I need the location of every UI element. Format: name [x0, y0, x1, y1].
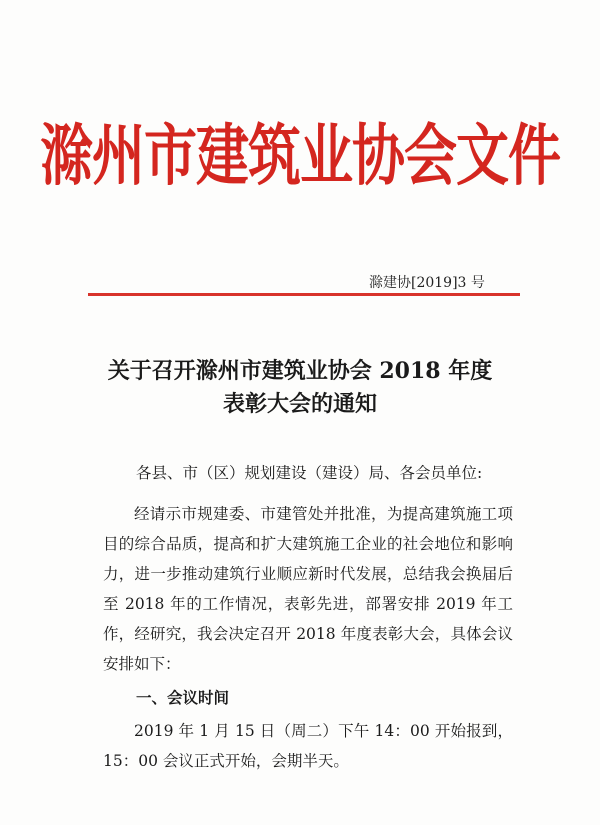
notice-title-line-2: 表彰大会的通知	[222, 391, 377, 417]
document-number: 滁建协[2019]3 号	[369, 275, 485, 291]
meeting-time-paragraph: 2019 年 1 月 15 日（周二）下午 14：00 开始报到，15：00 会议正式开始，会期半天。	[103, 722, 513, 770]
document-masthead: 滁州市建筑业协会文件	[40, 117, 560, 195]
section-heading-meeting-time: 一、会议时间	[136, 688, 230, 707]
body-paragraph: 经请示市规建委、市建管处并批准，为提高建筑施工项目的综合品质，提高和扩大建筑施工企业的社会地位和影响力，进一步推动建筑行业顺应新时代发展，总结我会换届后至 2018 年的工作情况，表彰先进，部署安排 2019 年工作，经研究，我会决定召开 2018 年度表彰大会，具体会议安排如下：	[103, 505, 513, 673]
recipient-line: 各县、市（区）规划建设（建设）局、各会员单位:	[136, 464, 483, 482]
red-divider-line	[88, 293, 520, 296]
notice-title-line-1: 关于召开滁州市建筑业协会 2018 年度	[107, 358, 493, 384]
